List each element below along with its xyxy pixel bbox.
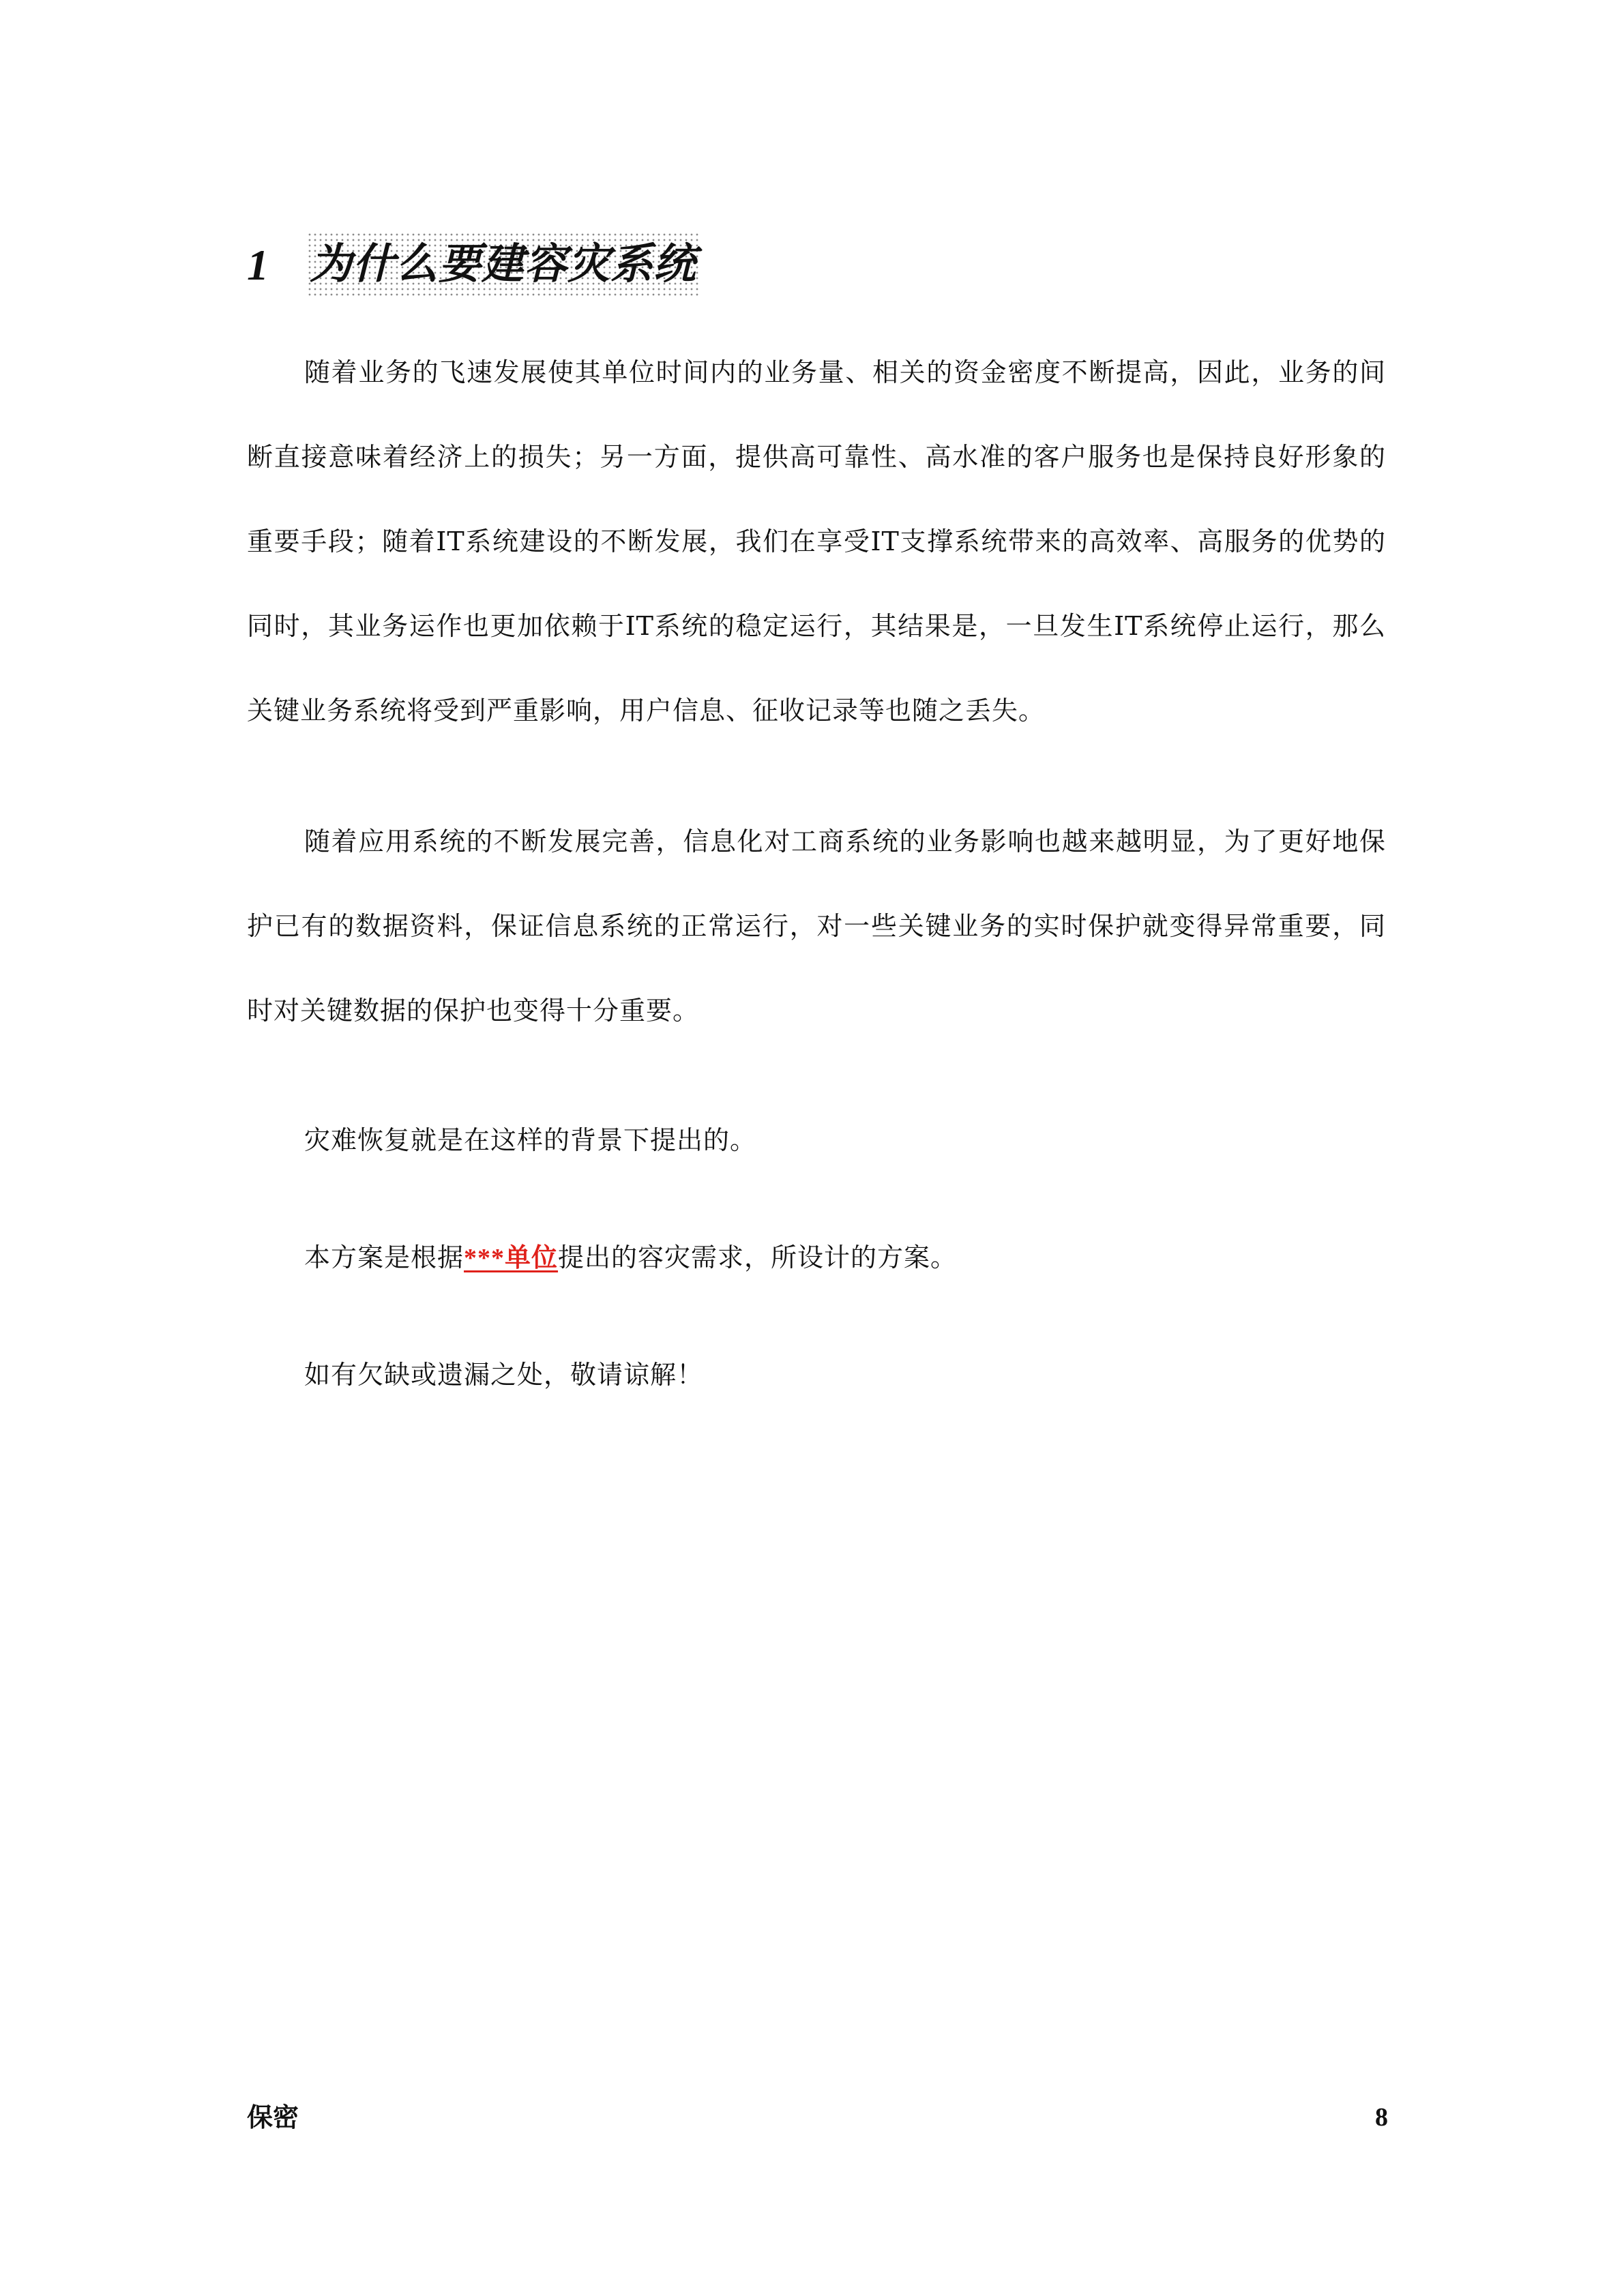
paragraph-importance: 随着应用系统的不断发展完善，信息化对工商系统的业务影响也越来越明显，为了更好地保护已有的数据资料，保证信息系统的正常运行，对一些关键业务的实时保护就变得异常重要，同时对关键数据的保护也变得十分重要。 [247,826,1386,1026]
paragraph-context: 灾难恢复就是在这样的背景下提出的。 [304,1125,757,1155]
paragraph-apology: 如有欠缺或遗漏之处，敬请谅解！ [304,1360,704,1390]
footer-page-number: 8 [1375,2103,1388,2132]
section-number: 1 [247,241,269,289]
section-heading [247,232,699,299]
scope-text-start: 本方案是根据 [304,1242,464,1272]
paragraph-background: 随着业务的飞速发展使其单位时间内的业务量、相关的资金密度不断提高，因此，业务的间断直接意味着经济上的损失；另一方面，提供高可靠性、高水准的客户服务也是保持良好形象的重要手段；随着IT系统建设的不断发展，我们在享受IT支撑系统带来的高效率、高服务的优势的同时，其业务运作也更加依赖于IT系统的稳定运行，其结果是，一旦发生IT系统停止运行，那么关键业务系统将受到严重影响，用户信息、征收记录等也随之丢失。 [247,357,1386,726]
scope-text-end: 提出的容灾需求，所设计的方案。 [558,1242,958,1272]
paragraph-scope [247,1215,1386,1300]
section-title: 为什么要建容灾系统 [307,232,699,299]
placeholder-unit-name: ***单位 [464,1244,559,1272]
footer-confidential-label: 保密 [247,2102,299,2132]
